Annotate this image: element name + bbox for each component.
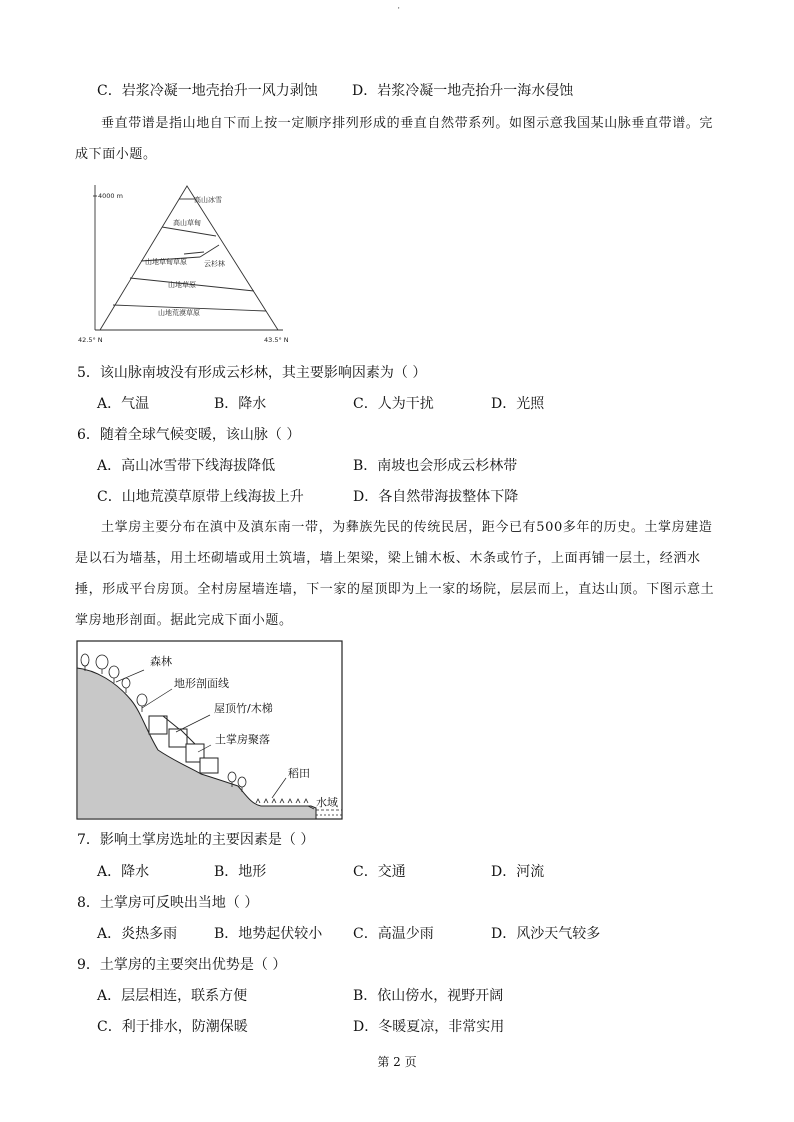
q8-option-a: A．炎热多雨: [97, 926, 178, 942]
zone-mountain-steppe: 山地草原: [168, 281, 196, 289]
q6-option-c: C．山地荒漠草原带上线海拔上升: [97, 489, 304, 505]
q9-option-d: D．冬暖夏凉，非常实用: [353, 1019, 505, 1035]
intro-tuzhangfang: 土掌房主要分布在滇中及滇东南一带，为彝族先民的传统民居，距今已有500多年的历史。土掌房建造是以石为墙基，用土坯砌墙或用土筑墙，墙上架梁，梁上铺木板、木条或竹子，上面再铺一层土，经洒水捶，形成平台房顶。全村房屋墙连墙，下一家的屋顶即为上一家的场院，层层而上，直达山顶。下图示意土掌房地形剖面。据此完成下面小题。: [75, 520, 715, 628]
label-roof-ladder: 屋顶竹/木梯: [214, 702, 273, 715]
q7-option-b: B．地形: [214, 864, 267, 880]
zone-mountain-meadow-steppe: 山地草甸草原: [145, 258, 187, 266]
q5-option-c: C．人为干扰: [353, 396, 434, 412]
q7-option-c: C．交通: [353, 864, 406, 880]
q8-option-d: D．风沙天气较多: [491, 926, 601, 942]
q6-option-d: D．各自然带海拔整体下降: [353, 489, 519, 505]
q8-option-c: C．高温少雨: [353, 926, 434, 942]
q9-stem: 9．土掌房的主要突出优势是（ ）: [77, 957, 287, 973]
zone-alpine-meadow: 高山草甸: [173, 219, 201, 227]
x-axis-left-label: 42.5° N: [78, 336, 103, 344]
q6-stem: 6．随着全球气候变暖，该山脉（ ）: [77, 427, 301, 443]
zone-mountain-desert-steppe: 山地荒漠草原: [158, 309, 200, 317]
q5-option-b: B．降水: [214, 396, 267, 412]
label-terrain-profile: 地形剖面线: [174, 677, 229, 690]
q4-option-c: C．岩浆冷凝一地壳抬升一风力剥蚀: [97, 83, 318, 99]
x-axis-right-label: 43.5° N: [264, 336, 289, 344]
label-water: 水域: [316, 796, 338, 809]
q9-option-c: C．利于排水，防潮保暖: [97, 1019, 248, 1035]
label-forest: 森林: [150, 655, 172, 668]
q5-option-a: A．气温: [97, 396, 150, 412]
q7-stem: 7．影响土掌房选址的主要因素是（ ）: [77, 832, 315, 848]
terrain-profile-figure: [76, 640, 344, 822]
q9-option-a: A．层层相连，联系方便: [97, 988, 248, 1004]
q4-option-d: D．岩浆冷凝一地壳抬升一海水侵蚀: [352, 83, 574, 99]
q9-option-b: B．依山傍水，视野开阔: [353, 988, 504, 1004]
header-mark: ': [398, 6, 400, 15]
label-paddy: 稻田: [288, 767, 310, 780]
q5-option-d: D．光照: [491, 396, 545, 412]
zone-ice: 高山冰雪: [194, 196, 222, 204]
y-axis-label: 4000 m: [98, 192, 123, 200]
q8-option-b: B．地势起伏较小: [214, 926, 323, 942]
q7-option-d: D．河流: [491, 864, 545, 880]
vertical-zonation-figure: [78, 180, 308, 345]
q5-stem: 5．该山脉南坡没有形成云杉林，其主要影响因素为（ ）: [77, 365, 427, 381]
page-footer: 第 2 页: [377, 1055, 417, 1069]
intro-vertical-zonation: 垂直带谱是指山地自下而上按一定顺序排列形成的垂直自然带系列。如图示意我国某山脉垂直带谱。完成下面小题。: [75, 116, 714, 162]
q8-stem: 8．土掌房可反映出当地（ ）: [77, 895, 259, 911]
q6-option-a: A．高山冰雪带下线海拔降低: [97, 458, 276, 474]
label-village: 土掌房聚落: [215, 733, 270, 746]
q7-option-a: A．降水: [97, 864, 150, 880]
zone-spruce-forest: 云杉林: [204, 260, 225, 268]
q6-option-b: B．南坡也会形成云杉林带: [353, 458, 518, 474]
